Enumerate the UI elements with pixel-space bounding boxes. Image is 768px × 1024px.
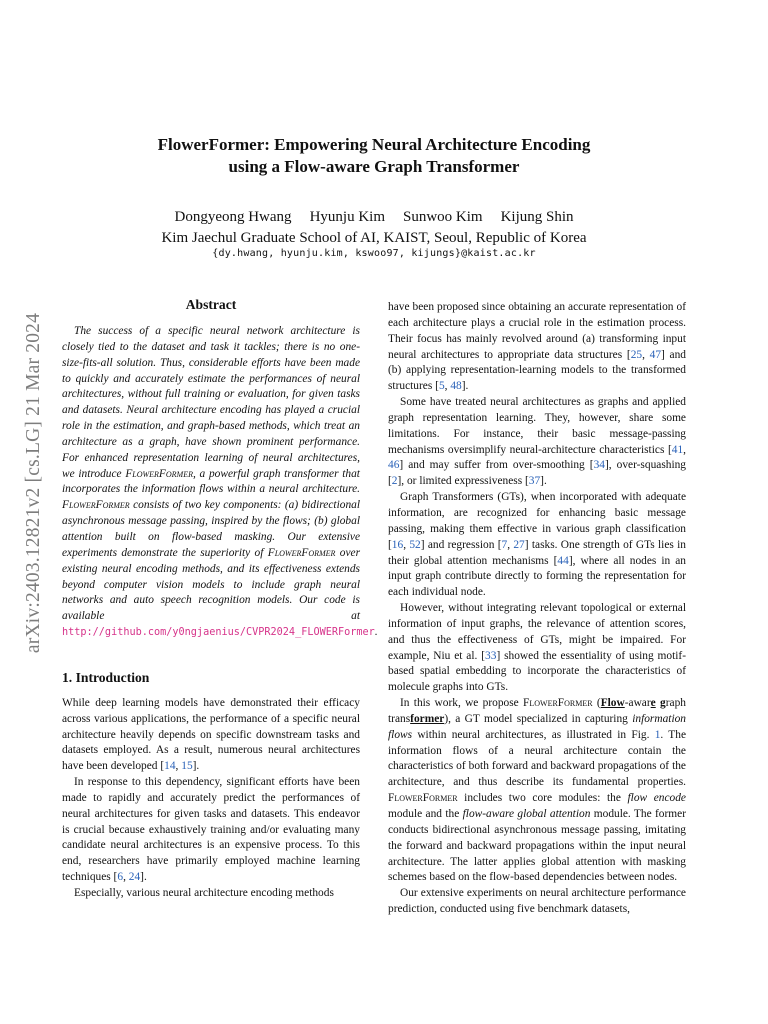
left-column bbox=[62, 296, 378, 902]
paper-title: FlowerFormer: Empowering Neural Architecture Encoding using a Flow-aware Graph Transformer bbox=[157, 135, 591, 176]
citation-link[interactable]: 15 bbox=[181, 760, 193, 773]
citation-link[interactable]: 16 bbox=[391, 538, 404, 551]
citation-link[interactable]: 5 bbox=[438, 380, 445, 393]
intro-paragraph: In response to this dependency, significant efforts have been made to rapidly and accurately predict the performances of neural architectures for given tasks and datasets. This endeavor is crucial because exhaustively training and/or evaluating many candidate neural architectures is an expensive process. To this end, researchers have primarily employed machine learning techniques [6, 24]. bbox=[62, 776, 360, 884]
citation-link[interactable]: 27 bbox=[513, 538, 525, 551]
body-paragraph: Our extensive experiments on neural architecture performance prediction, conducted using five benchmark datasets, bbox=[388, 887, 686, 916]
citation-link[interactable]: 52 bbox=[409, 538, 421, 551]
body-paragraph: have been proposed since obtaining an accurate representation of each architecture plays a crucial role in the estimation process. Their focus has mainly revolved around (a) transforming input neural architectures to appropriate data structures [25, 47] and (b) applying representation-learning models to the transformed structures [5, 48]. bbox=[388, 301, 686, 393]
author-name: Sunwoo Kim bbox=[402, 209, 483, 225]
body-paragraph: Graph Transformers (GTs), when incorporated with adequate information, are recognized for enhancing basic message passing, making them effective in various graph classification [16, 52] and regression [7, 27] tasks. One strength of GTs lies in their global attention mechanisms [44], where all nodes in an input graph contribute directly to forming the representation for each individual node. bbox=[388, 491, 686, 599]
section-heading-introduction: 1. Introduction bbox=[62, 669, 150, 685]
citation-link[interactable]: 44 bbox=[557, 554, 569, 567]
citation-link[interactable]: 25 bbox=[630, 348, 643, 361]
citation-link[interactable]: 47 bbox=[649, 348, 662, 361]
abstract-heading: Abstract bbox=[185, 297, 237, 312]
arxiv-identifier: arXiv:2403.12821v2 [cs.LG] 21 Mar 2024 bbox=[23, 312, 44, 654]
author-name: Hyunju Kim bbox=[309, 209, 385, 225]
citation-link[interactable]: 46 bbox=[388, 459, 400, 472]
citation-link[interactable]: 41 bbox=[671, 443, 684, 456]
citation-link[interactable]: 6 bbox=[117, 871, 124, 884]
citation-link[interactable]: 7 bbox=[501, 538, 508, 551]
code-url-link[interactable]: http://github.com/y0ngjaenius/CVPR2024_FLOWERFormer bbox=[62, 627, 375, 639]
author-emails: {dy.hwang, hyunju.kim, kswoo97, kijungs}@kaist.ac.kr bbox=[212, 248, 536, 259]
body-paragraph: However, without integrating relevant topological or external information of input graphs, the relevance of attention scores, and thus the effectiveness of GTs, might be impaired. For example, Niu et al. [33] showed the essentiality of using motif-based spatial embedding to incorporate the characteristics of molecule graphs into GTs. bbox=[388, 602, 686, 694]
right-column bbox=[388, 300, 686, 918]
affiliation: Kim Jaechul Graduate School of AI, KAIST, Seoul, Republic of Korea bbox=[161, 230, 587, 246]
citation-link[interactable]: 14 bbox=[164, 760, 176, 773]
figure-reference-link[interactable]: 1 bbox=[654, 728, 661, 741]
citation-link[interactable]: 37 bbox=[528, 475, 541, 488]
abstract-text: The success of a specific neural network architecture is closely tied to the dataset and task it tackles; there is no one-size-fits-all solution. Thus, considerable efforts have been made to quickly and accurately estimate the performances of neural architectures, without full training or evaluation, for given tasks and datasets. Neural architecture encoding has played a crucial role in the estimation, and graph-based methods, which treat an architecture as a graph, have shown prominent performance. For enhanced representation learning of neural architectures, we introduce FlowerFormer, a powerful graph transformer that incorporates the information flows within a neural architecture. FlowerFormer consists of two key components: (a) bidirectional asynchronous message passing, inspired by the flows; (b) global attention built on flow-based masking. Our extensive experiments demonstrate the superiority of FlowerFormer over existing neural encoding methods, and its effectiveness extends beyond computer vision models to include graph neural networks and auto speech recognition models. Our code is available at http://github.com/y0ngjaenius/CVPR2024_FLOWERFormer. bbox=[62, 325, 378, 639]
citation-link[interactable]: 2 bbox=[391, 475, 398, 488]
citation-link[interactable]: 24 bbox=[128, 871, 141, 884]
intro-paragraph: Especially, various neural architecture encoding methods bbox=[74, 887, 334, 899]
citation-link[interactable]: 48 bbox=[450, 380, 462, 393]
intro-paragraph: While deep learning models have demonstrated their efficacy across various applications, the performance of a specific neural architecture heavily depends on specific downstream tasks and datasets employed. As a result, numerous neural architectures have been developed [14, 15]. bbox=[62, 696, 360, 773]
body-paragraph: Some have treated neural architectures as graphs and applied graph representation learning. They, however, share some limitations. For instance, their basic message-passing mechanisms oversimplify neural-architecture characteristics [41, 46] and may suffer from over-smoothing [34], over-squashing [2], or limited expressiveness [37]. bbox=[388, 396, 686, 488]
body-paragraph: In this work, we propose FlowerFormer (Flow-aware graph transformer), a GT model specialized in capturing information flows within neural architectures, as illustrated in Fig. 1. The information flows of a neural architecture contain the characteristics of both forward and backward propagations of the architecture, and thus describe its fundamental properties. FlowerFormer includes two core modules: the flow encode module and the flow-aware global attention module. The former conducts bidirectional asynchronous message passing, imitating the forward and backward propagations within the input neural architecture. The latter applies global attention with masking schemes based on the flow-based dependencies between nodes. bbox=[388, 697, 687, 884]
citation-link[interactable]: 34 bbox=[593, 459, 605, 472]
author-name: Kijung Shin bbox=[500, 209, 574, 225]
citation-link[interactable]: 33 bbox=[485, 649, 497, 662]
author-name: Dongyeong Hwang bbox=[174, 209, 292, 225]
author-block bbox=[80, 207, 668, 249]
